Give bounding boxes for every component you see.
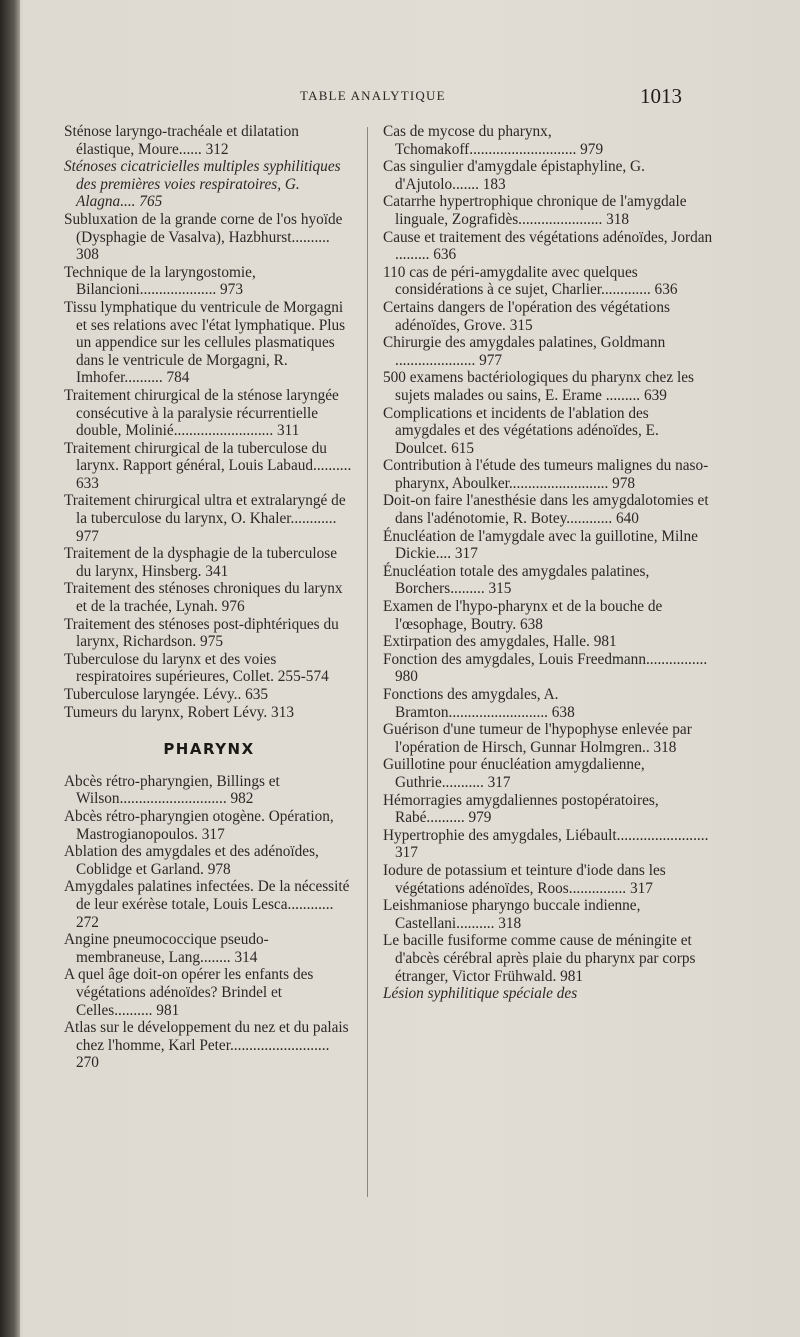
- index-entry: Traitement de la dysphagie de la tuberculose du larynx, Hinsberg. 341: [64, 545, 337, 580]
- index-entry: Atlas sur le développement du nez et du palais chez l'homme, Karl Peter.......................... 270: [64, 1019, 349, 1072]
- index-entry: Traitement chirurgical ultra et extralaryngé de la tuberculose du larynx, O. Khaler............ 977: [64, 492, 346, 545]
- section-heading-pharynx: PHARYNX: [163, 740, 255, 759]
- index-entry: Guillotine pour énucléation amygdalienne, Guthrie........... 317: [383, 756, 645, 791]
- index-entry: Hypertrophie des amygdales, Liébault........................ 317: [383, 826, 709, 862]
- index-entry: Énucléation de l'amygdale avec la guillotine, Milne Dickie.... 317: [383, 527, 698, 563]
- index-entry: Fonction des amygdales, Louis Freedmann................ 980: [383, 650, 708, 686]
- index-entry: Complications et incidents de l'ablation des amygdales et des végétations adénoïdes, E. Doulcet. 615: [383, 404, 659, 457]
- index-entry: Traitement chirurgical de la sténose laryngée consécutive à la paralysie récurrentielle double, Molinié.......................... 311: [64, 386, 339, 440]
- index-entry: Chirurgie des amygdales palatines, Goldmann ..................... 977: [383, 334, 666, 369]
- running-title: TABLE ANALYTIQUE: [300, 88, 446, 103]
- index-entry: Énucléation totale des amygdales palatines, Borchers......... 315: [383, 562, 650, 598]
- index-entry: Subluxation de la grande corne de l'os hyoïde (Dysphagie de Vasalva), Hazbhurst.......... 308: [64, 210, 343, 264]
- index-entry: 110 cas de péri-amygdalite avec quelques considérations à ce sujet, Charlier............. 636: [383, 263, 678, 299]
- left-column: [64, 123, 354, 1072]
- index-entry: Le bacille fusiforme comme cause de méningite et d'abcès cérébral après plaie du pharynx par corps étranger, Victor Frühwald. 981: [383, 932, 696, 985]
- index-entry: Sténose laryngo-trachéale et dilatation élastique, Moure...... 312: [64, 123, 299, 158]
- index-entry: Tissu lymphatique du ventricule de Morgagni et ses relations avec l'état lymphatique. Plus un appendice sur les cellules plasmatiques dans le ventricule de Morgagni, R. Imhofer.......... 784: [64, 298, 346, 387]
- index-entry: Doit-on faire l'anesthésie dans les amygdalotomies et dans l'adénotomie, R. Botey............ 640: [383, 492, 709, 528]
- index-entry: Guérison d'une tumeur de l'hypophyse enlevée par l'opération de Hirsch, Gunnar Holmgren.. 318: [383, 721, 692, 756]
- page-header: [0, 86, 800, 112]
- index-entry: Amygdales palatines infectées. De la nécessité de leur exérèse totale, Louis Lesca............ 272: [64, 878, 350, 931]
- column-divider: [367, 127, 368, 1197]
- index-entry: Certains dangers de l'opération des végétations adénoïdes, Grove. 315: [383, 298, 670, 334]
- index-entry: Fonctions des amygdales, A. Bramton.......................... 638: [383, 686, 575, 721]
- index-entry: Traitement des sténoses post-diphtériques du larynx, Richardson. 975: [64, 615, 339, 651]
- index-entry: Angine pneumococcique pseudo-membraneuse, Lang........ 314: [64, 931, 269, 966]
- index-entry: Abcès rétro-pharyngien, Billings et Wilson............................ 982: [64, 772, 280, 808]
- book-spine-shadow: [0, 0, 20, 1337]
- index-entry: Tuberculose laryngée. Lévy.. 635: [64, 686, 269, 703]
- index-entry: Examen de l'hypo-pharynx et de la bouche de l'œsophage, Boutry. 638: [383, 598, 663, 633]
- index-entry: Cas de mycose du pharynx, Tchomakoff............................ 979: [383, 123, 604, 158]
- index-entry: A quel âge doit-on opérer les enfants des végétations adénoïdes? Brindel et Celles.......... 981: [64, 966, 314, 1019]
- index-entry: Cause et traitement des végétations adénoïdes, Jordan ......... 636: [383, 228, 713, 264]
- index-entry: Lésion syphilitique spéciale des: [383, 985, 578, 1003]
- index-entry: Tuberculose du larynx et des voies respiratoires supérieures, Collet. 255-574: [64, 650, 329, 686]
- index-entry: Cas singulier d'amygdale épistaphyline, G. d'Ajutolo....... 183: [383, 158, 645, 193]
- right-column: [383, 123, 713, 1003]
- index-entry: Sténoses cicatricielles multiples syphilitiques des premières voies respiratoires, G. Alagna.... 765: [64, 158, 341, 211]
- index-entry: Catarrhe hypertrophique chronique de l'amygdale linguale, Zografidès...................... 318: [383, 193, 687, 228]
- index-entry: Hémorragies amygdaliennes postopératoires, Rabé.......... 979: [383, 791, 659, 827]
- index-entry: Traitement chirurgical de la tuberculose du larynx. Rapport général, Louis Labaud.......... 633: [64, 439, 352, 492]
- index-entry: Ablation des amygdales et des adénoïdes, Coblidge et Garland. 978: [64, 843, 319, 878]
- index-entry: Abcès rétro-pharyngien otogène. Opération, Mastrogianopoulos. 317: [64, 807, 334, 843]
- page-number: 1013: [640, 84, 682, 108]
- index-entry: Extirpation des amygdales, Halle. 981: [383, 633, 617, 651]
- index-entry: Leishmaniose pharyngo buccale indienne, Castellani.......... 318: [383, 897, 641, 932]
- index-entry: Tumeurs du larynx, Robert Lévy. 313: [64, 703, 294, 721]
- index-entry: Traitement des sténoses chroniques du larynx et de la trachée, Lynah. 976: [64, 580, 343, 616]
- index-entry: Iodure de potassium et teinture d'iode dans les végétations adénoïdes, Roos............... 317: [383, 861, 666, 897]
- index-entry: Technique de la laryngostomie, Bilancioni.................... 973: [64, 263, 256, 299]
- index-entry: 500 examens bactériologiques du pharynx chez les sujets malades ou sains, E. Erame ......... 639: [383, 369, 694, 404]
- index-entry: Contribution à l'étude des tumeurs malignes du naso-pharynx, Aboulker.......................... 978: [383, 457, 709, 492]
